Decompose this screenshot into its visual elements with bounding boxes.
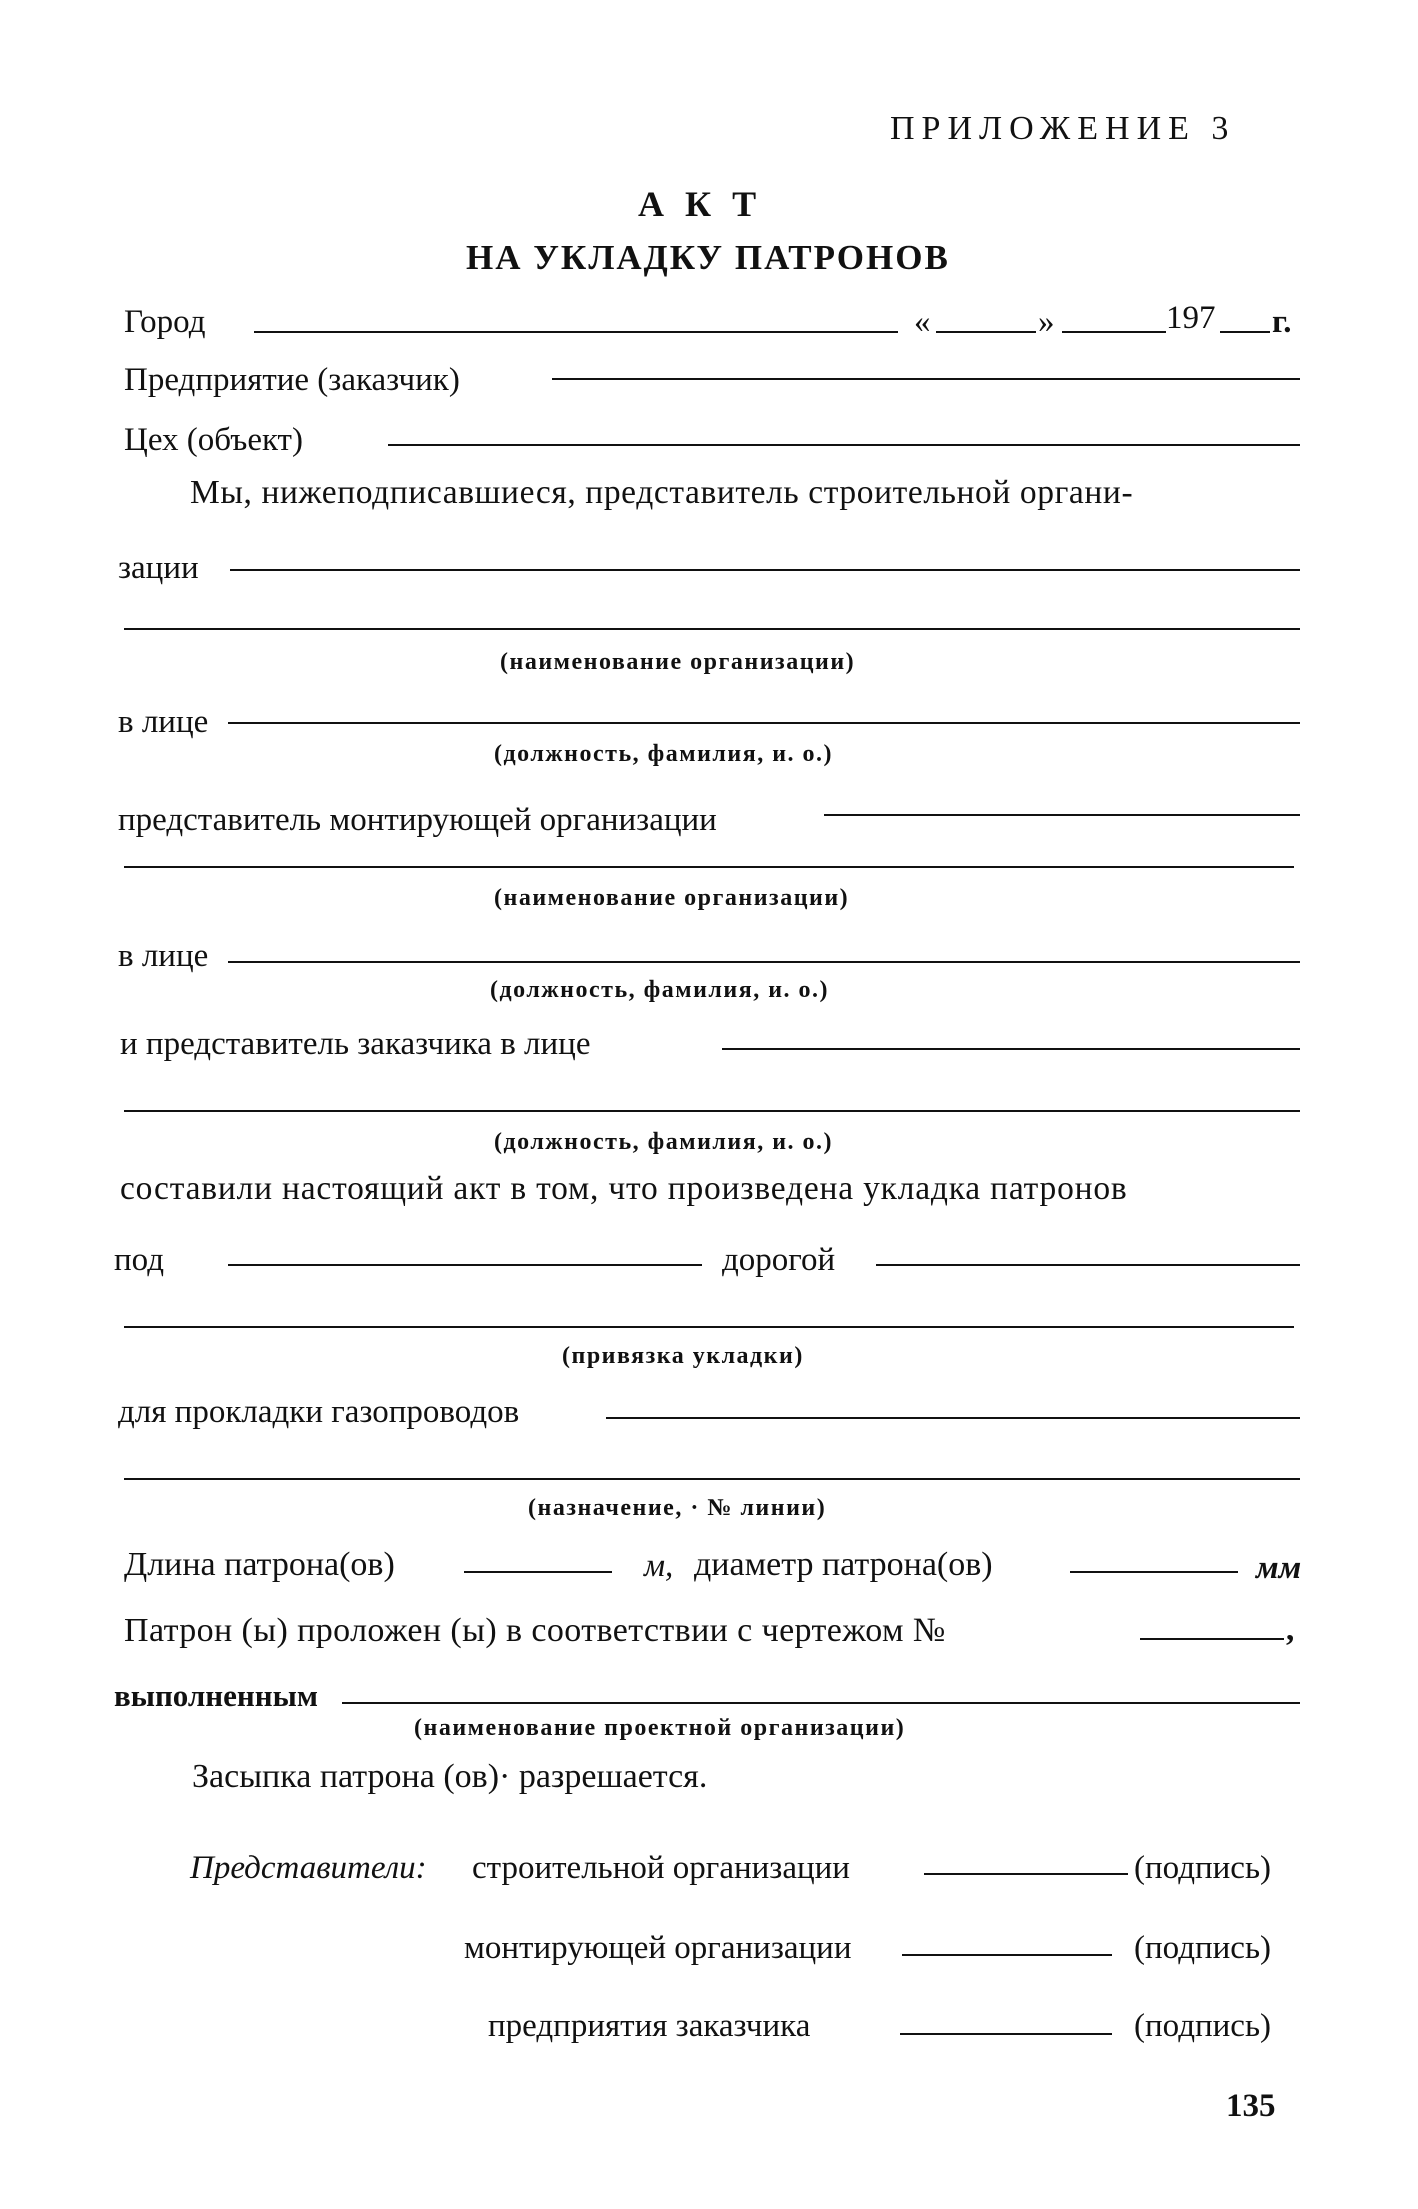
design-org-blank[interactable] [342, 1702, 1300, 1704]
year-prefix: 197 [1166, 300, 1216, 336]
day-blank[interactable] [936, 331, 1036, 333]
mounting-person-blank[interactable] [228, 961, 1300, 963]
length-unit: м, [644, 1548, 674, 1584]
date-open-quote: « [914, 304, 931, 340]
mounting-org-blank-1[interactable] [824, 814, 1300, 816]
enterprise-label: Предприятие (заказчик) [124, 362, 460, 398]
executed-label: выполненным [114, 1678, 318, 1713]
position-caption-1: (должность, фамилия, и. о.) [494, 741, 834, 767]
city-label: Город [124, 304, 206, 340]
customer-enterprise-sign-label: предприятия заказчика [488, 2008, 811, 2044]
construction-org-blank-2[interactable] [124, 628, 1300, 630]
diameter-blank[interactable] [1070, 1571, 1238, 1573]
gas-pipelines-blank-2[interactable] [124, 1478, 1300, 1480]
intro-line-1: Мы, нижеподписавшиеся, представитель строительной органи- [190, 474, 1134, 511]
year-blank[interactable] [1220, 331, 1270, 333]
customer-person-blank-2[interactable] [124, 1110, 1300, 1112]
gas-pipelines-label: для прокладки газопроводов [118, 1394, 520, 1430]
length-label: Длина патрона(ов) [124, 1546, 395, 1583]
workshop-blank[interactable] [388, 444, 1300, 446]
construction-org-sign-label: строительной организации [472, 1850, 850, 1886]
gas-pipelines-blank-1[interactable] [606, 1417, 1300, 1419]
act-subtitle: НА УКЛАДКУ ПАТРОНОВ [466, 238, 950, 277]
length-blank[interactable] [464, 1571, 612, 1573]
appendix-label: ПРИЛОЖЕНИЕ 3 [890, 110, 1236, 147]
binding-blank[interactable] [124, 1326, 1294, 1328]
diameter-label: диаметр патрона(ов) [694, 1546, 993, 1583]
year-suffix: г. [1272, 304, 1292, 340]
mounting-signature-line[interactable] [902, 1954, 1112, 1956]
enterprise-blank[interactable] [552, 378, 1300, 380]
design-org-caption: (наименование проектной организации) [414, 1715, 906, 1741]
intro-line-2: зации [118, 550, 199, 586]
customer-rep-label: и представитель заказчика в лице [120, 1026, 591, 1062]
workshop-label: Цех (объект) [124, 422, 303, 458]
org-name-caption-2: (наименование организации) [494, 885, 850, 911]
position-caption-3: (должность, фамилия, и. о.) [494, 1129, 834, 1155]
purpose-caption: (назначение, · № линии) [528, 1495, 827, 1521]
drawing-comma: , [1286, 1612, 1295, 1648]
construction-person-blank[interactable] [228, 722, 1300, 724]
backfill-text: Засыпка патрона (ов)· разрешается. [192, 1758, 708, 1795]
org-name-caption-1: (наименование организации) [500, 649, 856, 675]
customer-signature-line[interactable] [900, 2033, 1112, 2035]
mounting-org-blank-2[interactable] [124, 866, 1294, 868]
mounting-org-sign-label: монтирующей организации [464, 1930, 852, 1966]
drawing-number-blank[interactable] [1140, 1638, 1284, 1640]
date-close-quote: » [1038, 304, 1055, 340]
road-label: дорогой [722, 1242, 836, 1278]
customer-signature-caption: (подпись) [1134, 2008, 1271, 2044]
construction-org-blank-1[interactable] [230, 569, 1300, 571]
mounting-signature-caption: (подпись) [1134, 1930, 1271, 1966]
laid-per-drawing-label: Патрон (ы) проложен (ы) в соответствии с чертежом № [124, 1612, 946, 1649]
month-blank[interactable] [1062, 331, 1166, 333]
act-title: А К Т [638, 184, 763, 224]
position-caption-2: (должность, фамилия, и. о.) [490, 977, 830, 1003]
under-label: под [114, 1242, 164, 1278]
binding-caption: (привязка укладки) [562, 1343, 804, 1369]
page-number: 135 [1226, 2088, 1276, 2124]
in-person-label-1: в лице [118, 704, 209, 740]
road-blank[interactable] [876, 1264, 1300, 1266]
representatives-label: Представители: [190, 1850, 427, 1886]
customer-person-blank-1[interactable] [722, 1048, 1300, 1050]
in-person-label-2: в лице [118, 938, 209, 974]
under-blank[interactable] [228, 1264, 702, 1266]
diameter-unit: мм [1256, 1550, 1302, 1586]
statement-text: составили настоящий акт в том, что произведена укладка патронов [120, 1170, 1128, 1207]
construction-signature-caption: (подпись) [1134, 1850, 1271, 1886]
construction-signature-line[interactable] [924, 1873, 1128, 1875]
city-blank[interactable] [254, 331, 898, 333]
mounting-rep-label: представитель монтирующей организации [118, 802, 717, 838]
